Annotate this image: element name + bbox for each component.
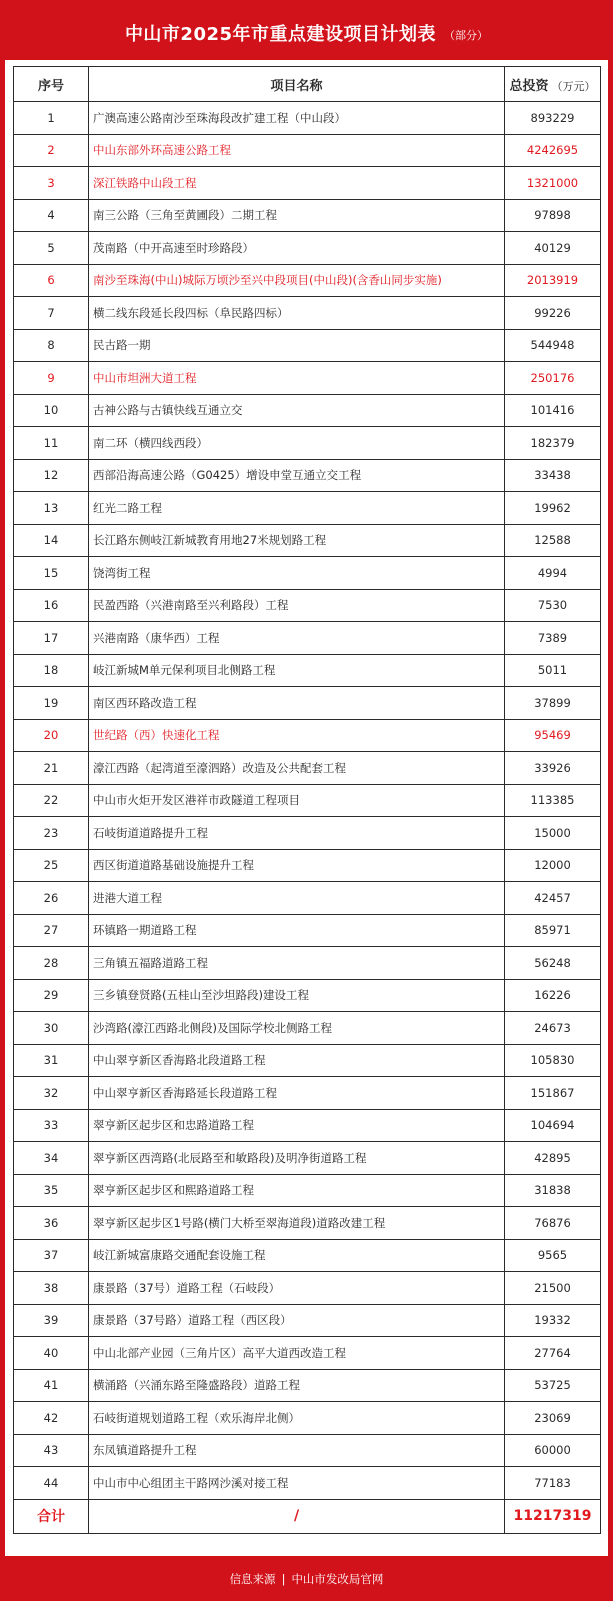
row-investment: 544948: [505, 329, 601, 362]
row-name: 中山翠亨新区香海路延长段道路工程: [89, 1077, 505, 1110]
row-investment: 40129: [505, 232, 601, 265]
row-name: 民古路一期: [89, 329, 505, 362]
header-name: 项目名称: [89, 67, 505, 102]
row-no: 32: [14, 1077, 89, 1110]
row-no: 9: [14, 362, 89, 395]
row-no: 18: [14, 654, 89, 687]
table-row: [14, 232, 601, 265]
row-no: 1: [14, 102, 89, 135]
source-name: 中山市发改局官网: [291, 1571, 384, 1586]
row-investment: 99226: [505, 297, 601, 330]
table-row: [14, 1012, 601, 1045]
table-row: [14, 394, 601, 427]
source-label: 信息来源: [229, 1571, 276, 1586]
table-row: [14, 297, 601, 330]
source-footer: [5, 1556, 608, 1601]
row-name: 岐江新城M单元保利项目北侧路工程: [89, 654, 505, 687]
header-investment-unit: （万元）: [551, 79, 596, 93]
row-name: 深江铁路中山段工程: [89, 167, 505, 200]
table-row: [14, 1337, 601, 1370]
table-row: [14, 199, 601, 232]
row-name: 长江路东侧岐江新城教育用地27米规划路工程: [89, 524, 505, 557]
header-no: 序号: [14, 67, 89, 102]
row-investment: 56248: [505, 947, 601, 980]
row-name: 康景路（37号）道路工程（石岐段）: [89, 1272, 505, 1305]
total-investment: 11217319: [505, 1499, 601, 1533]
row-no: 4: [14, 199, 89, 232]
row-investment: 7530: [505, 589, 601, 622]
row-name: 古神公路与古镇快线互通立交: [89, 394, 505, 427]
row-no: 10: [14, 394, 89, 427]
table-row: [14, 589, 601, 622]
row-name: 岐江新城富康路交通配套设施工程: [89, 1239, 505, 1272]
row-investment: 105830: [505, 1044, 601, 1077]
project-table: [13, 66, 601, 1534]
table-row: [14, 1207, 601, 1240]
row-name: 中山市中心组团主干路网沙溪对接工程: [89, 1467, 505, 1500]
table-row: [14, 427, 601, 460]
row-no: 11: [14, 427, 89, 460]
total-label: 合计: [14, 1499, 89, 1533]
total-name: /: [89, 1499, 505, 1533]
row-investment: 101416: [505, 394, 601, 427]
row-no: 36: [14, 1207, 89, 1240]
total-row: [14, 1499, 601, 1533]
row-name: 沙湾路(濠江西路北侧段)及国际学校北侧路工程: [89, 1012, 505, 1045]
row-no: 31: [14, 1044, 89, 1077]
row-name: 南区西环路改造工程: [89, 687, 505, 720]
row-no: 41: [14, 1369, 89, 1402]
row-name: 红光二路工程: [89, 492, 505, 525]
table-row: [14, 1174, 601, 1207]
row-no: 19: [14, 687, 89, 720]
row-investment: 893229: [505, 102, 601, 135]
table-row: [14, 914, 601, 947]
table-row: [14, 752, 601, 785]
row-no: 28: [14, 947, 89, 980]
table-row: [14, 102, 601, 135]
row-investment: 5011: [505, 654, 601, 687]
row-name: 南沙至珠海(中山)城际万顷沙至兴中段项目(中山段)(含香山同步实施): [89, 264, 505, 297]
row-investment: 12000: [505, 849, 601, 882]
row-no: 7: [14, 297, 89, 330]
row-name: 康景路（37号路）道路工程（西区段）: [89, 1304, 505, 1337]
row-investment: 33438: [505, 459, 601, 492]
row-no: 23: [14, 817, 89, 850]
row-name: 饶湾街工程: [89, 557, 505, 590]
row-no: 27: [14, 914, 89, 947]
row-investment: 77183: [505, 1467, 601, 1500]
row-no: 13: [14, 492, 89, 525]
table-row: [14, 1369, 601, 1402]
row-investment: 4242695: [505, 134, 601, 167]
row-investment: 19332: [505, 1304, 601, 1337]
row-name: 西区街道道路基础设施提升工程: [89, 849, 505, 882]
table-row: [14, 557, 601, 590]
table-row: [14, 622, 601, 655]
row-no: 6: [14, 264, 89, 297]
table-row: [14, 167, 601, 200]
row-investment: 113385: [505, 784, 601, 817]
row-no: 42: [14, 1402, 89, 1435]
table-row: [14, 329, 601, 362]
row-investment: 12588: [505, 524, 601, 557]
row-no: 38: [14, 1272, 89, 1305]
row-name: 南三公路（三角至黄圃段）二期工程: [89, 199, 505, 232]
row-name: 兴港南路（康华西）工程: [89, 622, 505, 655]
row-no: 39: [14, 1304, 89, 1337]
row-investment: 104694: [505, 1109, 601, 1142]
row-name: 翠亨新区起步区和熙路道路工程: [89, 1174, 505, 1207]
row-no: 33: [14, 1109, 89, 1142]
row-investment: 7389: [505, 622, 601, 655]
row-investment: 95469: [505, 719, 601, 752]
row-investment: 21500: [505, 1272, 601, 1305]
row-investment: 37899: [505, 687, 601, 720]
row-name: 中山北部产业园（三角片区）高平大道西改造工程: [89, 1337, 505, 1370]
row-investment: 16226: [505, 979, 601, 1012]
table-row: [14, 1077, 601, 1110]
row-name: 濠江西路（起湾道至濠泗路）改造及公共配套工程: [89, 752, 505, 785]
table-row: [14, 784, 601, 817]
row-no: 17: [14, 622, 89, 655]
row-investment: 85971: [505, 914, 601, 947]
row-name: 横二线东段延长段四标（阜民路四标）: [89, 297, 505, 330]
row-no: 25: [14, 849, 89, 882]
row-no: 21: [14, 752, 89, 785]
table-row: [14, 654, 601, 687]
row-investment: 60000: [505, 1434, 601, 1467]
table-row: [14, 882, 601, 915]
row-no: 22: [14, 784, 89, 817]
row-name: 中山市火炬开发区港祥市政隧道工程项目: [89, 784, 505, 817]
row-investment: 151867: [505, 1077, 601, 1110]
row-name: 三角镇五福路道路工程: [89, 947, 505, 980]
row-no: 15: [14, 557, 89, 590]
row-investment: 42895: [505, 1142, 601, 1175]
row-name: 环镇路一期道路工程: [89, 914, 505, 947]
table-row: [14, 719, 601, 752]
row-no: 37: [14, 1239, 89, 1272]
row-name: 翠亨新区西湾路(北辰路至和敏路段)及明净街道路工程: [89, 1142, 505, 1175]
row-investment: 182379: [505, 427, 601, 460]
table-row: [14, 362, 601, 395]
title-bar: [5, 5, 608, 60]
row-investment: 33926: [505, 752, 601, 785]
table-row: [14, 1304, 601, 1337]
table-row: [14, 817, 601, 850]
row-investment: 9565: [505, 1239, 601, 1272]
table-body: [14, 102, 601, 1500]
row-investment: 42457: [505, 882, 601, 915]
row-no: 5: [14, 232, 89, 265]
table-row: [14, 1434, 601, 1467]
row-investment: 23069: [505, 1402, 601, 1435]
header-investment: [505, 67, 601, 102]
row-name: 横涌路（兴涌东路至隆盛路段）道路工程: [89, 1369, 505, 1402]
row-name: 民盈西路（兴港南路至兴利路段）工程: [89, 589, 505, 622]
row-no: 43: [14, 1434, 89, 1467]
row-investment: 27764: [505, 1337, 601, 1370]
row-investment: 250176: [505, 362, 601, 395]
row-investment: 24673: [505, 1012, 601, 1045]
row-name: 广澳高速公路南沙至珠海段改扩建工程（中山段）: [89, 102, 505, 135]
header-investment-label: 总投资: [509, 78, 549, 94]
row-investment: 76876: [505, 1207, 601, 1240]
table-row: [14, 947, 601, 980]
row-no: 26: [14, 882, 89, 915]
row-investment: 53725: [505, 1369, 601, 1402]
table-row: [14, 979, 601, 1012]
row-no: 40: [14, 1337, 89, 1370]
table-row: [14, 492, 601, 525]
row-investment: 15000: [505, 817, 601, 850]
row-name: 三乡镇登贤路(五桂山至沙坦路段)建设工程: [89, 979, 505, 1012]
row-no: 29: [14, 979, 89, 1012]
row-no: 14: [14, 524, 89, 557]
table-row: [14, 1109, 601, 1142]
table-row: [14, 1272, 601, 1305]
row-no: 20: [14, 719, 89, 752]
table-row: [14, 1467, 601, 1500]
table-row: [14, 1044, 601, 1077]
row-investment: 97898: [505, 199, 601, 232]
row-investment: 4994: [505, 557, 601, 590]
row-no: 16: [14, 589, 89, 622]
table-row: [14, 524, 601, 557]
row-no: 8: [14, 329, 89, 362]
row-no: 34: [14, 1142, 89, 1175]
row-name: 中山翠亨新区香海路北段道路工程: [89, 1044, 505, 1077]
row-name: 中山东部外环高速公路工程: [89, 134, 505, 167]
row-no: 35: [14, 1174, 89, 1207]
row-no: 2: [14, 134, 89, 167]
table-row: [14, 264, 601, 297]
source-separator: |: [281, 1571, 286, 1586]
row-name: 中山市坦洲大道工程: [89, 362, 505, 395]
row-no: 3: [14, 167, 89, 200]
row-name: 翠亨新区起步区和忠路道路工程: [89, 1109, 505, 1142]
row-name: 南二环（横四线西段）: [89, 427, 505, 460]
row-no: 30: [14, 1012, 89, 1045]
page-subtitle: （部分）: [444, 28, 489, 42]
table-row: [14, 459, 601, 492]
table-row: [14, 134, 601, 167]
page-title: 中山市2025年市重点建设项目计划表: [124, 23, 437, 45]
table-header-row: [14, 67, 601, 102]
row-name: 石岐街道规划道路工程（欢乐海岸北侧）: [89, 1402, 505, 1435]
row-investment: 19962: [505, 492, 601, 525]
row-name: 世纪路（西）快速化工程: [89, 719, 505, 752]
row-investment: 31838: [505, 1174, 601, 1207]
row-name: 茂南路（中开高速至时珍路段）: [89, 232, 505, 265]
row-no: 12: [14, 459, 89, 492]
row-name: 石岐街道道路提升工程: [89, 817, 505, 850]
row-name: 西部沿海高速公路（G0425）增设申堂互通立交工程: [89, 459, 505, 492]
row-name: 翠亨新区起步区1号路(横门大桥至翠海道段)道路改建工程: [89, 1207, 505, 1240]
table-row: [14, 1142, 601, 1175]
row-no: 44: [14, 1467, 89, 1500]
row-investment: 1321000: [505, 167, 601, 200]
table-row: [14, 687, 601, 720]
row-name: 东凤镇道路提升工程: [89, 1434, 505, 1467]
table-row: [14, 849, 601, 882]
table-row: [14, 1402, 601, 1435]
row-name: 进港大道工程: [89, 882, 505, 915]
table-row: [14, 1239, 601, 1272]
row-investment: 2013919: [505, 264, 601, 297]
